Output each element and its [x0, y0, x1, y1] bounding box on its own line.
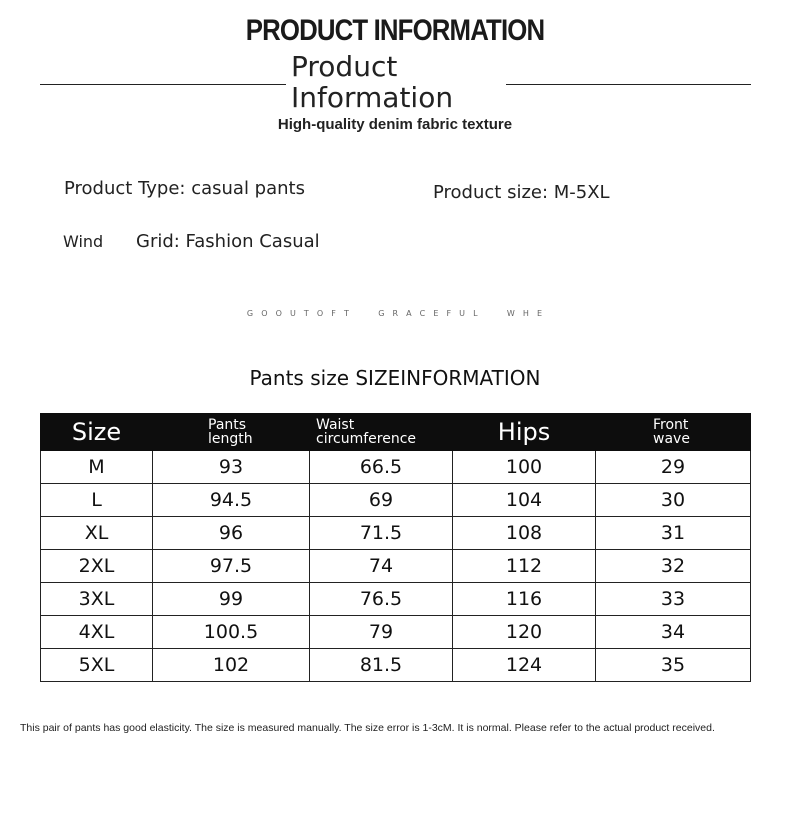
- header-size: Size: [41, 414, 153, 451]
- cell-hips: 108: [453, 517, 596, 550]
- header-waist: [310, 414, 453, 451]
- cell-pants-length: 102: [153, 649, 310, 682]
- cell-pants-length: 99: [153, 583, 310, 616]
- size-table: [40, 413, 751, 682]
- header-hips: Hips: [453, 414, 596, 451]
- cell-front-wave: 31: [596, 517, 751, 550]
- header-front-wave-line-2: wave: [653, 431, 690, 447]
- product-size-spec: Product size: M-5XL: [433, 182, 610, 203]
- header-front-wave: [596, 414, 751, 451]
- decorative-letters: G O O U T O F T G R A C E F U L W H E: [246, 309, 544, 318]
- cell-waist: 79: [310, 616, 453, 649]
- header-pants-length-line-1: Pants: [208, 417, 247, 433]
- cell-hips: 116: [453, 583, 596, 616]
- wind-label: Wind: [63, 232, 104, 251]
- page-title: PRODUCT INFORMATION: [245, 14, 545, 47]
- cell-front-wave: 32: [596, 550, 751, 583]
- cell-front-wave: 34: [596, 616, 751, 649]
- cell-size: 3XL: [41, 583, 153, 616]
- cell-hips: 120: [453, 616, 596, 649]
- cell-size: 4XL: [41, 616, 153, 649]
- header-pants-length-line-2: length: [208, 431, 253, 447]
- cell-waist: 71.5: [310, 517, 453, 550]
- table-row: [41, 616, 751, 649]
- header-pants-length: [153, 414, 310, 451]
- cell-waist: 69: [310, 484, 453, 517]
- cell-front-wave: 29: [596, 451, 751, 484]
- cell-front-wave: 30: [596, 484, 751, 517]
- cell-size: 5XL: [41, 649, 153, 682]
- cell-size: M: [41, 451, 153, 484]
- cell-pants-length: 94.5: [153, 484, 310, 517]
- cell-size: 2XL: [41, 550, 153, 583]
- subtitle-line-1: Product: [291, 50, 398, 83]
- cell-pants-length: 97.5: [153, 550, 310, 583]
- header-front-wave-line-1: Front: [653, 417, 689, 433]
- subtitle-line-2: Information: [291, 81, 454, 114]
- table-row: [41, 649, 751, 682]
- product-type-spec: Product Type: casual pants: [64, 178, 305, 199]
- cell-size: XL: [41, 517, 153, 550]
- cell-hips: 124: [453, 649, 596, 682]
- table-row: [41, 583, 751, 616]
- cell-front-wave: 33: [596, 583, 751, 616]
- cell-hips: 104: [453, 484, 596, 517]
- tagline: High-quality denim fabric texture: [277, 116, 513, 133]
- cell-front-wave: 35: [596, 649, 751, 682]
- cell-waist: 66.5: [310, 451, 453, 484]
- table-row: [41, 451, 751, 484]
- size-table-title: Pants size SIZEINFORMATION: [249, 366, 541, 390]
- cell-size: L: [41, 484, 153, 517]
- cell-hips: 112: [453, 550, 596, 583]
- cell-waist: 74: [310, 550, 453, 583]
- size-table-header-row: [41, 414, 751, 451]
- cell-pants-length: 93: [153, 451, 310, 484]
- cell-waist: 81.5: [310, 649, 453, 682]
- cell-pants-length: 100.5: [153, 616, 310, 649]
- header-waist-line-2: circumference: [316, 431, 417, 447]
- cell-waist: 76.5: [310, 583, 453, 616]
- measurement-note: This pair of pants has good elasticity. The size is measured manually. The size error is 1-3cM. It is normal. Please refer to the actual product received.: [20, 722, 715, 734]
- table-row: [41, 517, 751, 550]
- cell-hips: 100: [453, 451, 596, 484]
- header-waist-line-1: Waist: [316, 417, 355, 433]
- table-row: [41, 550, 751, 583]
- cell-pants-length: 96: [153, 517, 310, 550]
- table-row: [41, 484, 751, 517]
- style-spec: Grid: Fashion Casual: [136, 231, 320, 252]
- page-subtitle: [291, 51, 453, 113]
